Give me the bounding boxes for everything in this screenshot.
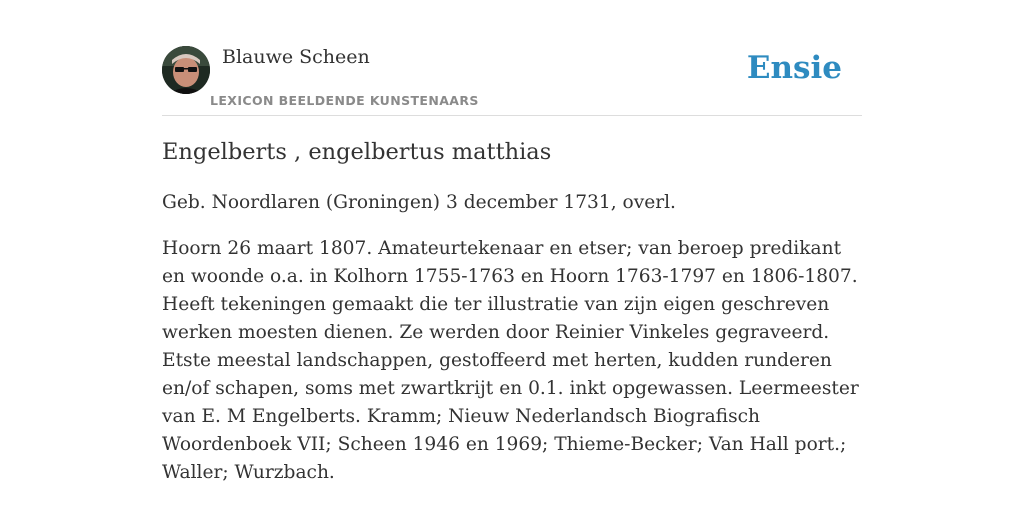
entry-paragraph-2: Hoorn 26 maart 1807. Amateurtekenaar en etser; van beroep predikant en woonde o.a. in Kolhorn 1755-1763 en Hoorn 1763-1797 en 1806-1807. Heeft tekeningen gemaakt die ter illustratie van zijn eigen geschreven werken moesten dienen. Ze werden door Reinier Vinkeles gegraveerd. Etste meestal landschappen, gestoffeerd met herten, kudden runderen en/of schapen, soms met zwartkrijt en 0.1. inkt opgewassen. Leermeester van E. M Engelberts. Kramm; Nieuw Nederlandsch Biografisch Woordenboek VII; Scheen 1946 en 1969; Thieme-Becker; Van Hall port.; Waller; Wurzbach. <box>162 238 859 483</box>
entry-paragraph-1: Geb. Noordlaren (Groningen) 3 december 1731, overl. <box>162 192 676 213</box>
entry-header <box>162 45 862 116</box>
entry-title: Engelberts , engelbertus matthias <box>162 139 552 165</box>
entry-card <box>162 45 862 487</box>
author-avatar[interactable] <box>162 46 210 94</box>
ensie-logo[interactable]: Ensie <box>746 50 842 86</box>
author-name[interactable]: Blauwe Scheen <box>222 46 370 68</box>
collection-label[interactable]: LEXICON BEELDENDE KUNSTENAARS <box>210 93 479 108</box>
